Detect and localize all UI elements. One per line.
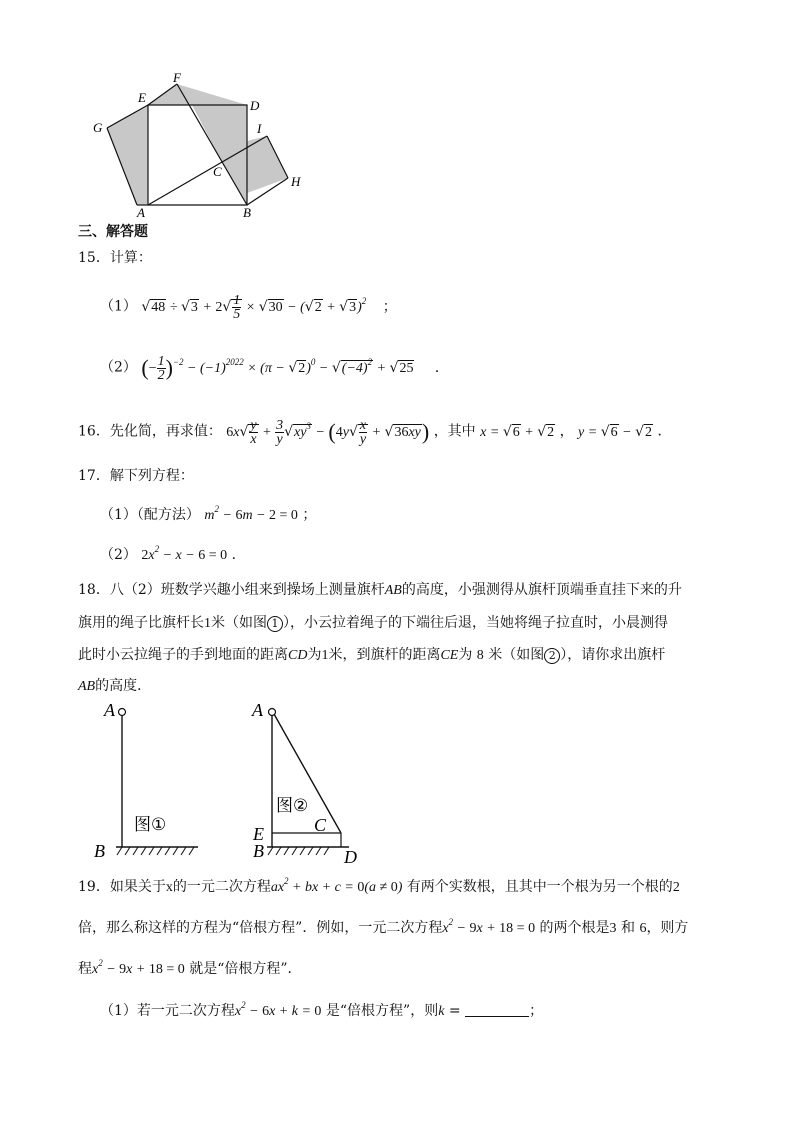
q17-equation-2: $2x^2 - x - 6 = 0$ <box>141 544 228 563</box>
q15-expression-2: (− $\frac{1}{2}$ )$^{-2} - (-1)^{2022} \times (\pi - √2)^0 - √(-4)^2 + √25$ <box>141 354 414 383</box>
label-e: E <box>138 90 146 105</box>
fig1-label-a: A <box>104 700 115 720</box>
fig2-label-c: C <box>314 815 327 835</box>
q18-line-2: 旗用的绳子比旗杆长1米（如图 1 ），小云拉着绳子的下端往后退，当她将绳子拉直时，小晨测得 <box>78 615 668 631</box>
square-pythagoras-figure <box>85 70 315 220</box>
q15-part2: （2） (− $\frac{1}{2}$ )$^{-2} - (-1)^{2022} \times (\pi - √2)^0 - √(-4)^2 + √25$ ． <box>100 354 449 383</box>
q19-line-1: 19．如果关于x的一元二次方程$ax^2$ + bx + c = 0(a ≠ 0) 有两个实数根，且其中一个根为另一个根的2 <box>78 876 680 895</box>
flagpole-figure-1 <box>90 700 210 870</box>
q19-line-3: 程$x^2 - 9x + 18 = 0$ 就是“倍根方程”． <box>78 958 302 977</box>
label-b: B <box>243 205 251 220</box>
answer-blank-k[interactable] <box>465 1002 529 1017</box>
q19-part1: （1）若一元二次方程$x^2 - 6x + k = 0$ 是“倍根方程”，则k = ； <box>100 1000 544 1019</box>
fig2-label-a: A <box>252 700 263 720</box>
fig1-caption: 图① <box>134 815 167 835</box>
label-c: C <box>213 164 222 179</box>
q19-line-2: 倍，那么称这样的方程为“倍根方程”．例如，一元二次方程$x^2 - 9x + 18 = 0$ 的两个根是3 和 6，则方 <box>78 917 689 936</box>
q15-expression-1: √48 ÷ √3 + 2√ $\frac{1}{5}$ × $√30 - (√2 + √3)^2$ <box>141 293 367 322</box>
fig2-label-d: D <box>344 847 357 867</box>
label-f: F <box>173 70 181 85</box>
label-i: I <box>257 121 262 136</box>
q16-expression: 6x√ $\frac{y}{x}$ + $\frac{3}{y}$ $√xy^3 - (4y√$ $\frac{x}{y}$ + √36xy) <box>226 418 430 447</box>
q16-stem: 16．先化简，再求值： 6x√ $\frac{y}{x}$ + $\frac{3}{y}$ $√xy^3 - (4y√$ $\frac{x}{y}$ + √36xy) ，其中 x = √6 + √2 ， y = √6 − √2 ． <box>78 418 672 447</box>
fig2-caption: 图② <box>276 796 309 816</box>
label-d: D <box>250 98 260 113</box>
q17-equation-1: $m^2 - 6m - 2 = 0$ <box>204 504 298 523</box>
label-h: H <box>291 174 301 189</box>
q17-part2: （2） $2x^2 - x - 6 = 0$ ． <box>100 544 246 563</box>
shaded-region-top <box>148 84 247 205</box>
fig2-label-b: B <box>253 841 264 861</box>
shaded-region-left <box>107 105 148 205</box>
flagpole-figure-2 <box>245 700 375 870</box>
fig1-label-b: B <box>94 841 105 861</box>
q16-y-value: y = √6 − √2 <box>578 423 652 440</box>
label-a: A <box>137 205 145 220</box>
section-heading: 三、解答题 <box>78 224 148 240</box>
q17-part1: （1）（配方法） $m^2 - 6m - 2 = 0$ ； <box>100 504 317 523</box>
fig2-label-e: E <box>253 824 264 844</box>
q15-stem: 15．计算： <box>78 250 152 266</box>
q18-line-1: 18．八（2）班数学兴趣小组来到操场上测量旗杆AB的高度，小强测得从旗杆顶端垂直挂下来的升 <box>78 582 682 598</box>
q18-line-3: 此时小云拉绳子的手到地面的距离CD为1米，到旗杆的距离CE为 8 米（如图 2 ），请你求出旗杆 <box>78 647 666 663</box>
q17-stem: 17．解下列方程： <box>78 468 194 484</box>
q16-x-value: x = √6 + √2 <box>480 423 555 440</box>
label-g: G <box>93 120 103 135</box>
q15-part1: （1） √48 ÷ √3 + 2√ $\frac{1}{5}$ × $√30 - (√2 + √3)^2$ ； <box>100 293 397 322</box>
q18-line-4: AB的高度． <box>78 678 152 694</box>
